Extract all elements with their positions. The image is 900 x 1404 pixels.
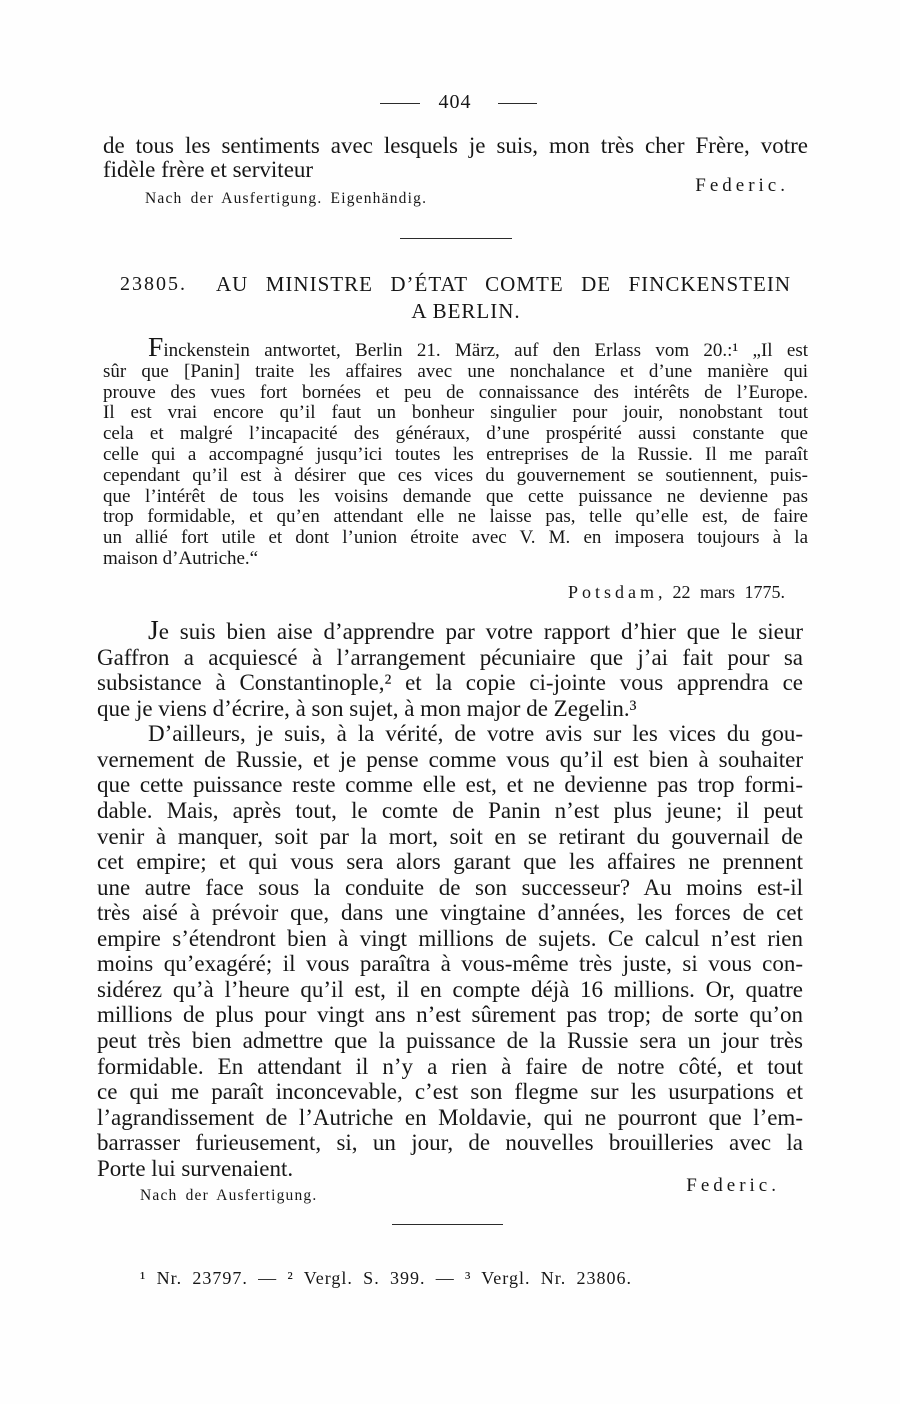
text-line: vernement de Russie, et je pense comme vous qu’il est bien à souhaiter [97, 746, 803, 772]
body-paragraph [97, 614, 803, 721]
text-line: Gaffron a acquiescé à l’arrangement pécuniaire que j’ai fait pour sa [97, 644, 803, 670]
text-line: celle qui a accompagné jusqu’ici toutes les entreprises de la Russie. Il me paraît [103, 443, 808, 465]
text-line: très aisé à prévoir que, dans une vingtaine d’années, les forces de cet [97, 900, 803, 926]
dateline-date: 22 mars 1775. [672, 582, 785, 602]
text-line: formidable. En attendant il n’y a rien à faire de notre côté, et tout [97, 1053, 803, 1079]
text-line: subsistance à Constantinople,² et la copie ci-jointe vous apprendra ce [97, 670, 803, 696]
text-line: une autre face sous la conduite de son successeur? Au moins est-il [97, 874, 803, 900]
text-line: cela et malgré l’incapacité des généraux, d’une prospérité aussi constante que [103, 423, 808, 445]
text-line: maison d’Autriche.“ [103, 547, 259, 569]
text-line: cet empire; et qui vous sera alors garant que les affaires ne prennent [97, 849, 803, 875]
previous-letter-source-note: Nach der Ausfertigung. Eigenhändig. [145, 190, 428, 207]
text-line: peut très bien admettre que la puissance de la Russie sera un jour très [97, 1028, 803, 1053]
letter-heading-line: AU MINISTRE D’ÉTAT COMTE DE FINCKENSTEIN [216, 272, 791, 296]
text-line: dable. Mais, après tout, le comte de Panin n’est plus jeune; il peut [97, 797, 803, 823]
text-line: de tous les sentiments avec lesquels je suis, mon très cher Frère, votre [103, 133, 808, 158]
section-divider [400, 238, 512, 239]
text-line: fidèle frère et serviteur [103, 157, 314, 182]
text-line: empire s’étendront bien à vingt millions de sujets. Ce calcul n’est rien [97, 925, 803, 951]
letter-body [97, 614, 803, 1181]
text-line: barrasser furieusement, si, un jour, de nouvelles brouilleries avec la [97, 1130, 803, 1156]
footnotes: ¹ Nr. 23797. — ² Vergl. S. 399. — ³ Vergl. Nr. 23806. [140, 1268, 632, 1288]
header-dash-right [498, 103, 537, 104]
text-line: D’ailleurs, je suis, à la vérité, de votre avis sur les vices du gou- [148, 721, 803, 747]
text-line: ce qui me paraît inconcevable, c’est son flegme sur les usurpations et [97, 1079, 803, 1105]
letter-heading-line: A BERLIN. [411, 299, 521, 323]
text-line: que cette puissance reste comme elle est, et ne devienne pas trop formi- [97, 772, 803, 798]
previous-letter-signature: Federic. [695, 175, 789, 196]
letter-source-note: Nach der Ausfertigung. [140, 1187, 318, 1204]
text-line: Porte lui survenaient. [97, 1155, 294, 1181]
text-line: cependant qu’il est à désirer que ces vices du gouvernement se soutiennent, puis- [103, 464, 808, 486]
text-line: venir à manquer, soit par la mort, soit en se retirant du gouvernail de [97, 823, 803, 849]
text-line: Finckenstein antwortet, Berlin 21. März, auf den Erlass vom 20.:¹ „Il est [148, 331, 808, 362]
body-paragraph [97, 721, 803, 1181]
text-line: Il est vrai encore qu’il faut un bonheur singulier pour jouir, nonobstant tout [103, 402, 808, 424]
text-line: que je viens d’écrire, à son sujet, à mon major de Zegelin.³ [97, 695, 637, 721]
dateline-place: Potsdam, [567, 582, 667, 602]
text-line: millions de plus pour vingt ans n’est sûrement pas trop; de sorte qu’on [97, 1002, 803, 1028]
text-line: que l’intérêt de tous les voisins demande que cette puissance ne devienne pas [103, 485, 808, 507]
text-line: l’agrandissement de l’Autriche en Moldavie, qui ne pourront que l’em- [97, 1104, 803, 1130]
footnote-divider [392, 1224, 503, 1225]
text-line: prouve des vues fort bornées et peu de connaissance des intérêts de l’Europe. [103, 381, 808, 403]
letter-signature: Federic. [686, 1175, 780, 1196]
text-line: trop formidable, et qu’en attendant elle ne laisse pas, telle qu’elle est, de faire [103, 506, 808, 528]
text-line: sûr que [Panin] traite les affaires avec une nonchalance et d’une manière qui [103, 360, 808, 382]
text-line: sidérez qu’à l’heure qu’il est, il en compte déjà 16 millions. Or, quatre [97, 976, 803, 1002]
text-line: Je suis bien aise d’apprendre par votre rapport d’hier que le sieur [148, 614, 803, 645]
text-line: moins qu’exagéré; il vous paraîtra à vous-même très juste, si vous con- [97, 951, 803, 977]
letter-number: 23805. [120, 273, 187, 295]
dateline [400, 581, 785, 603]
page-number: 404 [438, 91, 472, 113]
editorial-summary [103, 331, 808, 570]
text-line: un allié fort utile et dont l’union étroite avec V. M. en imposera toujours à la [103, 527, 808, 549]
